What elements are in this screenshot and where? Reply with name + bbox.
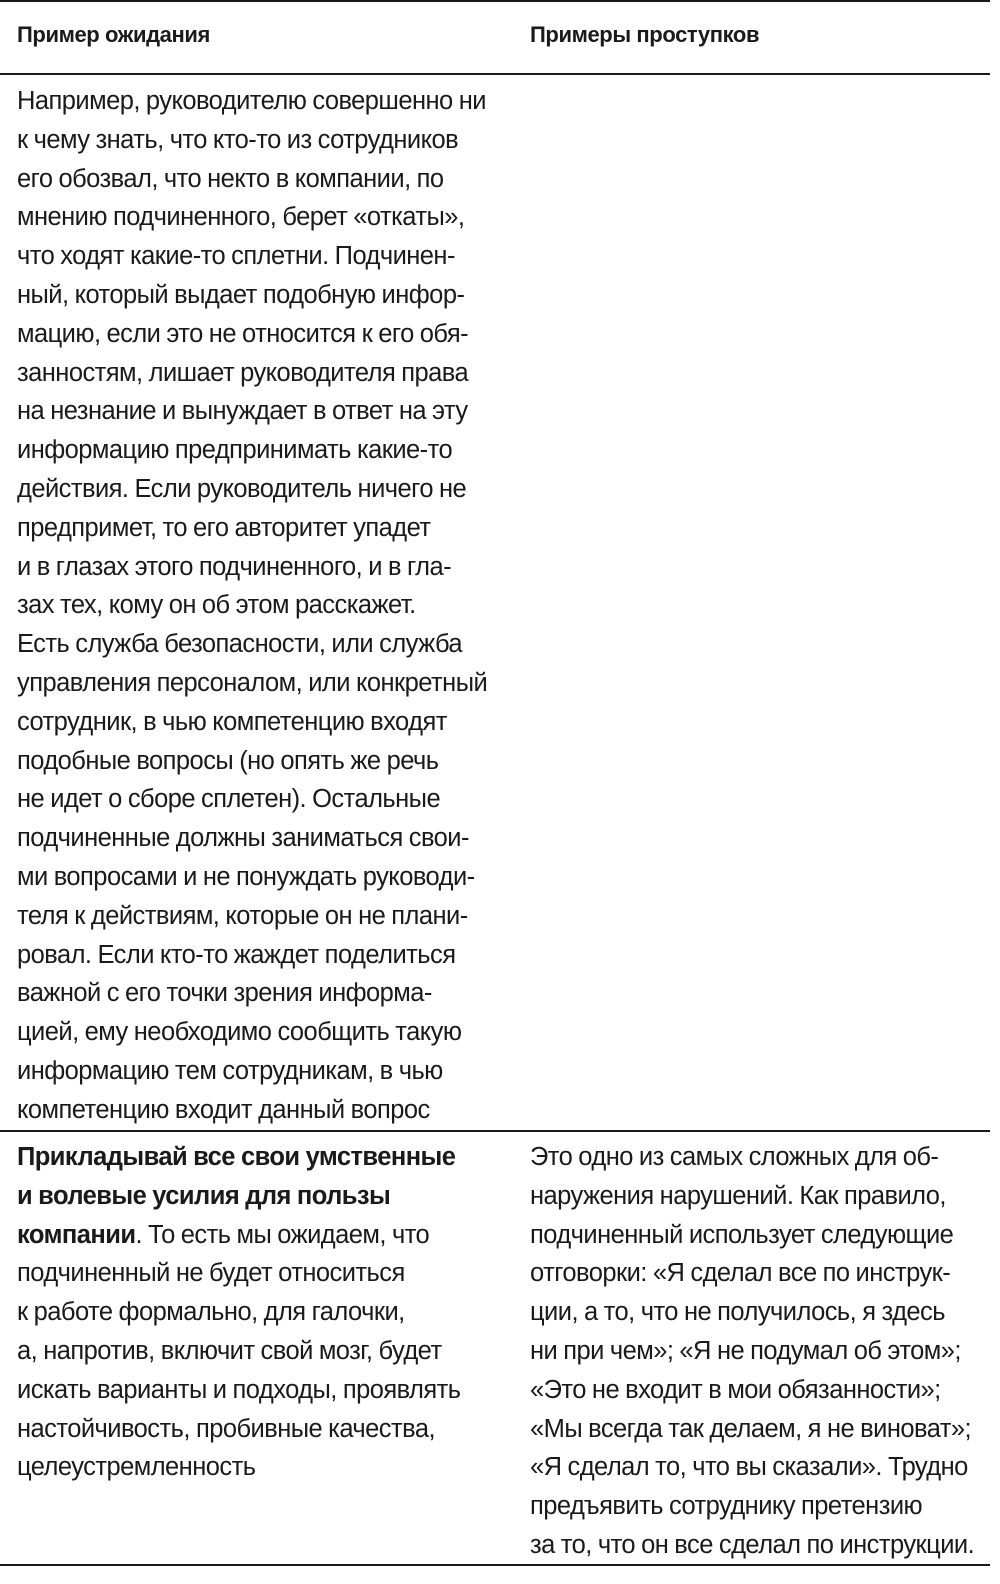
table-top-rule <box>0 0 990 2</box>
text-line: ровал. Если кто-то жаждет поделиться <box>17 940 456 969</box>
text-line: ни при чем»; «Я не подумал об этом»; <box>530 1336 961 1365</box>
text-line: компетенцию входит данный вопрос <box>17 1095 430 1124</box>
text-line: ции, а то, что не получилось, я здесь <box>530 1298 945 1327</box>
text-line: мнению подчиненного, берет «откаты», <box>17 203 465 232</box>
column-header-expectation: Пример ожидания <box>17 22 210 47</box>
text-line: подчиненный использует следующие <box>530 1220 954 1249</box>
expectation-title-line: и волевые усилия для пользы <box>17 1181 391 1210</box>
text-line: Например, руководителю совершенно ни <box>17 87 486 115</box>
text-line: теля к действиям, которые он не плани- <box>17 901 468 930</box>
text-line: действия. Если руководитель ничего не <box>17 474 467 503</box>
text-line: наружения нарушений. Как правило, <box>530 1181 946 1210</box>
text-line: к чему знать, что кто-то из сотрудников <box>17 125 459 154</box>
row-divider <box>0 1130 990 1132</box>
text-line: информацию предпринимать какие-то <box>17 436 453 465</box>
column-header-violations: Примеры проступков <box>530 22 760 47</box>
text-line: предъявить сотруднику претензию <box>530 1492 923 1521</box>
text-line: за то, что он все сделал по инструкции. <box>530 1530 975 1559</box>
text-line: подчиненный не будет относиться <box>17 1259 405 1288</box>
text-line: настойчивость, пробивные качества, <box>17 1414 435 1443</box>
text-line: а, напротив, включит свой мозг, будет <box>17 1336 442 1365</box>
text-line <box>17 1216 517 1255</box>
text-line: занностям, лишает руководителя права <box>17 358 469 387</box>
text-line: «Я сделал то, что вы сказали». Трудно <box>530 1453 968 1482</box>
text-line: информацию тем сотрудникам, в чью <box>17 1056 443 1085</box>
expectation-text-run: . То есть мы ожидаем, что <box>135 1220 430 1249</box>
text-line: подчиненные должны заниматься свои- <box>17 824 469 853</box>
text-line: подобные вопросы (но опять же речь <box>17 746 439 775</box>
text-line: ми вопросами и не понуждать руководи- <box>17 862 475 891</box>
row1-expectation-text <box>17 82 517 1130</box>
text-line: цией, ему необходимо сообщить такую <box>17 1018 462 1047</box>
text-line: управления персоналом, или конкретный <box>17 668 488 697</box>
text-line <box>17 1138 517 1177</box>
row2-expectation-text <box>17 1138 517 1487</box>
text-line: Есть служба безопасности, или служба <box>17 630 463 659</box>
text-line: на незнание и вынуждает в ответ на эту <box>17 397 468 426</box>
text-line: ный, который выдает подобную инфор- <box>17 280 465 309</box>
text-line: и в глазах этого подчиненного, и в гла- <box>17 552 452 581</box>
text-line: отговорки: «Я сделал все по инструк- <box>530 1259 951 1288</box>
text-line: «Это не входит в мои обязанности»; <box>530 1375 941 1404</box>
text-line <box>17 1177 517 1216</box>
text-line: «Мы всегда так делаем, я не виноват»; <box>530 1414 972 1443</box>
expectation-title-line: компании <box>17 1220 136 1249</box>
text-line: его обозвал, что некто в компании, по <box>17 164 444 193</box>
text-line: сотрудник, в чью компетенцию входят <box>17 707 447 736</box>
text-line: зах тех, кому он об этом расскажет. <box>17 591 416 620</box>
text-line: целеустремленность <box>17 1453 256 1482</box>
row2-violations-text <box>530 1138 990 1565</box>
text-line: что ходят какие-то сплетни. Подчинен- <box>17 242 455 271</box>
text-line: предпримет, то его авторитет упадет <box>17 513 431 542</box>
text-line: мацию, если это не относится к его обя- <box>17 319 469 348</box>
table-bottom-rule <box>0 1564 990 1566</box>
text-line: не идет о сборе сплетен). Остальные <box>17 785 441 814</box>
text-line: Это одно из самых сложных для об- <box>530 1143 939 1171</box>
text-line: искать варианты и подходы, проявлять <box>17 1375 461 1404</box>
text-line: к работе формально, для галочки, <box>17 1298 405 1327</box>
text-line: важной с его точки зрения информа- <box>17 979 432 1008</box>
expectation-title-line: Прикладывай все свои умственные <box>17 1143 456 1171</box>
header-rule <box>0 73 990 75</box>
